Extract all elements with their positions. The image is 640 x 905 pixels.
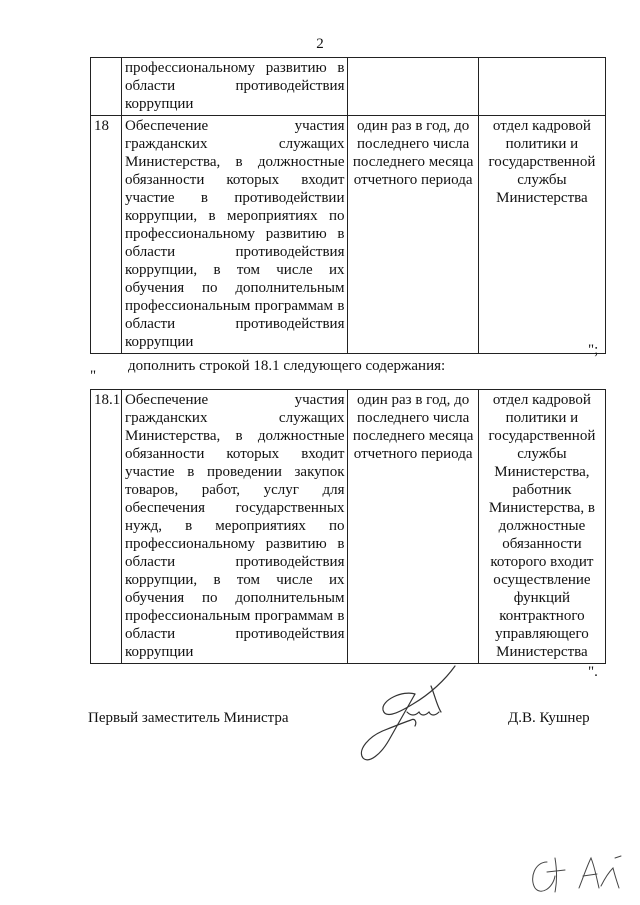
handwritten-signature	[355, 660, 470, 770]
activity-text: профессиональному развитию в области противодействия коррупции	[121, 58, 348, 116]
deadline-text: один раз в год, до последнего числа последнего месяца отчетного периода	[348, 390, 478, 664]
table-row	[91, 58, 606, 116]
deadline-text: один раз в год, до последнего числа последнего месяца отчетного периода	[348, 116, 478, 354]
row-number: 18.1	[91, 390, 122, 664]
plan-table-continued	[90, 57, 606, 354]
table-row	[91, 390, 606, 664]
amendment-text: дополнить строкой 18.1 следующего содержания:	[128, 358, 446, 374]
closing-quote: ".	[588, 664, 598, 680]
signatory-title: Первый заместитель Министра	[88, 710, 289, 726]
closing-quote: ";	[588, 342, 599, 358]
page-number: 2	[316, 36, 324, 52]
responsible-text: отдел кадровой политики и государственной службы Министерства	[478, 116, 605, 354]
responsible-text	[478, 58, 605, 116]
responsible-text: отдел кадровой политики и государственной службы Министерства, работник Министерства, в должностные обязанности которого входит осуществление функций контрактного управляющего Министерства	[478, 390, 605, 664]
opening-quote: "	[90, 368, 97, 384]
row-number	[91, 58, 122, 116]
plan-table-new-row	[90, 389, 606, 664]
handwritten-initials	[525, 848, 625, 898]
row-number: 18	[91, 116, 122, 354]
signatory-name: Д.В. Кушнер	[508, 710, 590, 726]
activity-text: Обеспечение участия гражданских служащих Министерства, в должностные обязанности которых входит участие в проведении закупок товаров, работ, услуг для обеспечения государственных нужд, в мероприятиях по профессиональному развитию в области противодействия коррупции, в том числе их обучения по дополнительным профессиональным программам в области противодействия коррупции	[121, 390, 348, 664]
table-row	[91, 116, 606, 354]
activity-text: Обеспечение участия гражданских служащих Министерства, в должностные обязанности которых входит участие в противодействии коррупции, в мероприятиях по профессиональному развитию в области противодействия коррупции, в том числе их обучения по дополнительным профессиональным программам в области противодействия коррупции	[121, 116, 348, 354]
deadline-text	[348, 58, 478, 116]
